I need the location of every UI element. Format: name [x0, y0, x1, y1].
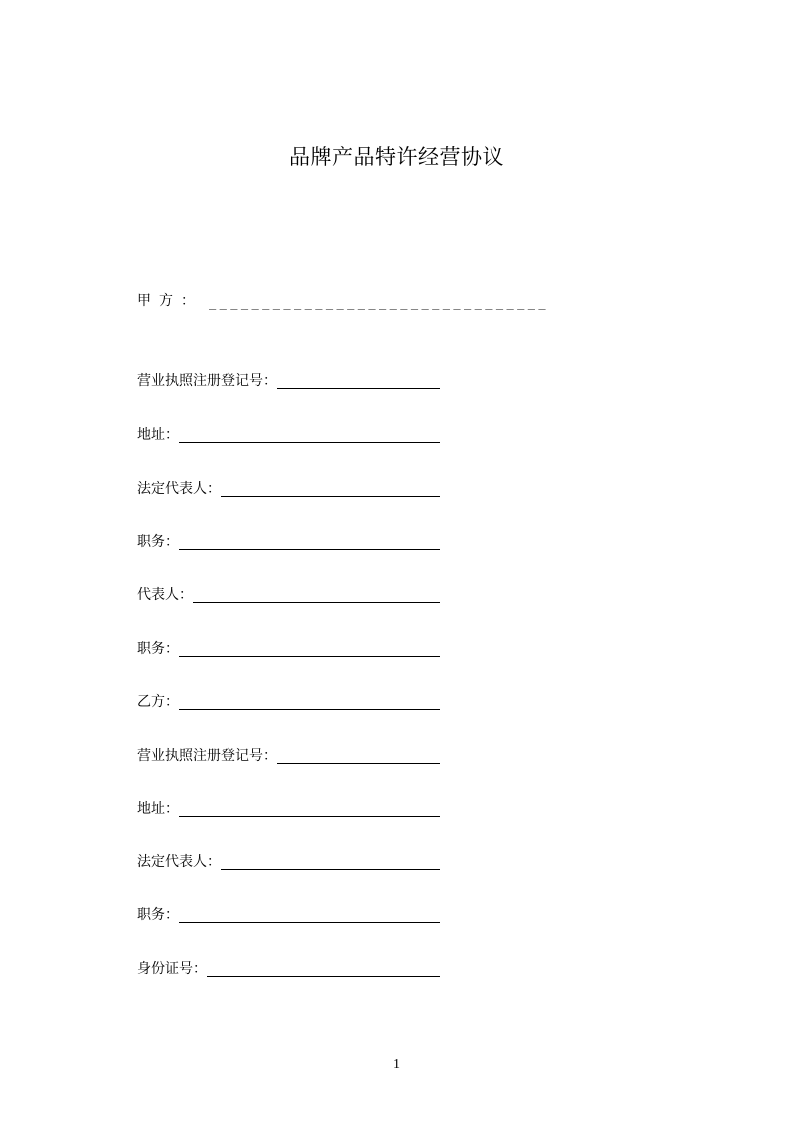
party-b-field — [137, 692, 440, 712]
fill-in-line — [221, 853, 440, 870]
party-b-position-field — [137, 905, 440, 925]
party-b-legal-rep-field — [137, 852, 440, 872]
party-a-address-field — [137, 425, 440, 445]
field-label: 地址： — [137, 801, 179, 817]
fill-in-line — [193, 586, 440, 603]
field-label: 职务： — [137, 907, 179, 923]
fill-in-line — [277, 747, 440, 764]
party-a-label: 甲方： — [137, 293, 203, 309]
document-title: 品牌产品特许经营协议 — [289, 145, 504, 169]
field-label: 代表人： — [137, 587, 193, 603]
party-a-row — [137, 291, 549, 311]
field-label: 营业执照注册登记号： — [137, 373, 277, 389]
field-label: 地址： — [137, 427, 179, 443]
party-a-blank: ________________________________ — [209, 296, 549, 310]
party-a-representative-field — [137, 585, 440, 605]
party-a-position-field — [137, 532, 440, 552]
fill-in-line — [277, 372, 440, 389]
field-label: 法定代表人： — [137, 854, 221, 870]
fill-in-line — [221, 480, 440, 497]
fill-in-line — [179, 693, 440, 710]
field-label: 职务： — [137, 641, 179, 657]
fill-in-line — [179, 426, 440, 443]
fill-in-line — [179, 800, 440, 817]
field-label: 法定代表人： — [137, 481, 221, 497]
field-label: 身份证号： — [137, 961, 207, 977]
fill-in-line — [179, 640, 440, 657]
party-a-legal-rep-field — [137, 479, 440, 499]
field-label: 职务： — [137, 534, 179, 550]
party-b-id-number-field — [137, 959, 440, 979]
field-label: 乙方： — [137, 694, 179, 710]
party-b-address-field — [137, 799, 440, 819]
party-a-rep-position-field — [137, 639, 440, 659]
fill-in-line — [179, 533, 440, 550]
fill-in-line — [179, 906, 440, 923]
page-number: 1 — [393, 1057, 400, 1072]
party-b-license-number-field — [137, 746, 440, 766]
field-label: 营业执照注册登记号： — [137, 748, 277, 764]
fill-in-line — [207, 960, 440, 977]
party-a-license-number-field — [137, 371, 440, 391]
